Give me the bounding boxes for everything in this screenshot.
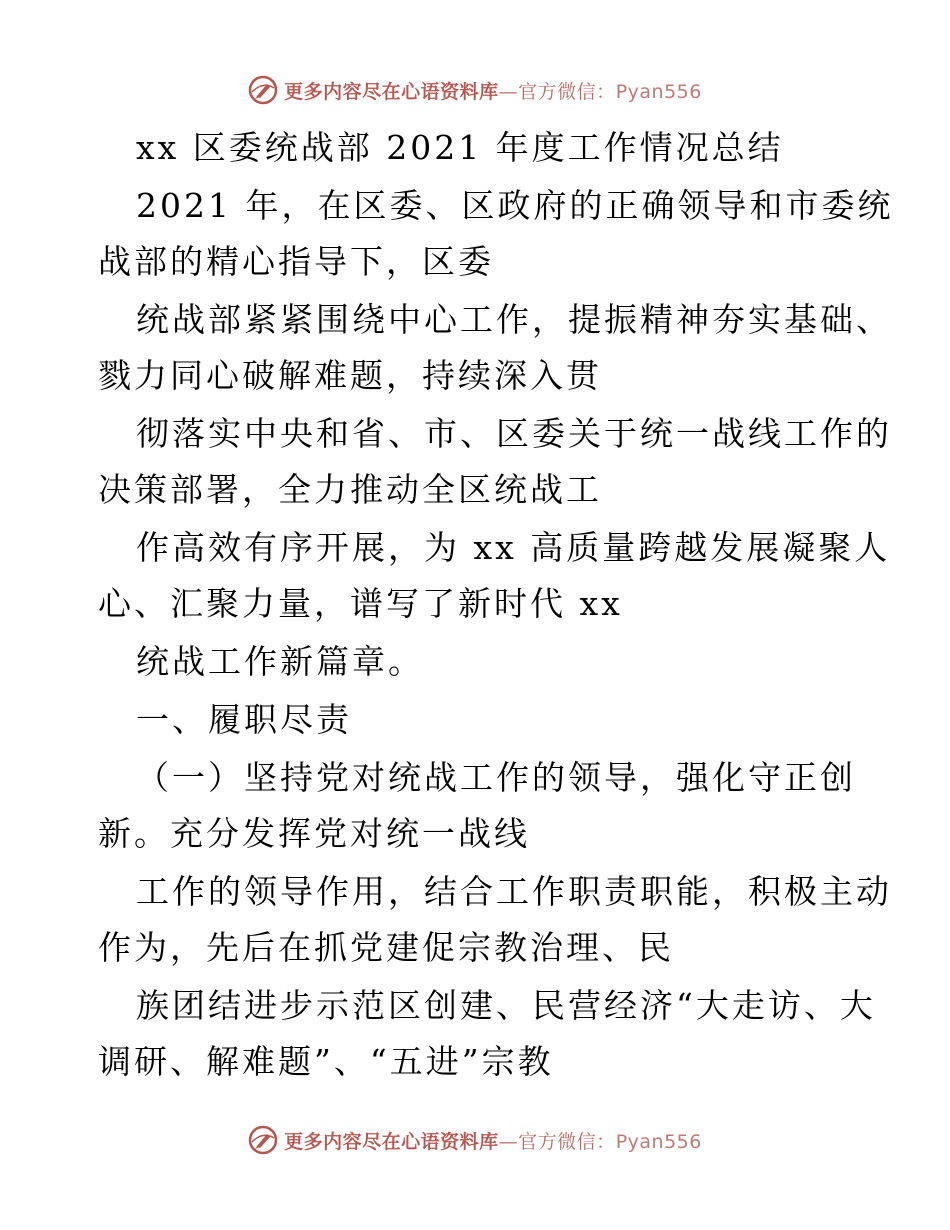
paragraph-line: 战部的精心指导下，区委 (98, 242, 494, 281)
subsection-heading: （一）坚持党对统战工作的领导，强化守正创 (136, 758, 856, 797)
watermark-footer (0, 1122, 950, 1158)
paragraph-line: 心、汇聚力量，谱写了新时代 xx (98, 584, 623, 623)
paragraph-line: 2021 年，在区委、区政府的正确领导和市委统 (136, 186, 894, 225)
paragraph-line: 工作的领导作用，结合工作职责职能，积极主动 (136, 872, 892, 911)
watermark-handle: Pyan556 (615, 80, 702, 103)
watermark-brand: 更多内容尽在心语资料库 (284, 80, 499, 103)
watermark-separator: — (498, 1130, 519, 1153)
paragraph-line: 彻落实中央和省、市、区委关于统一战线工作的 (136, 414, 892, 453)
section-heading: 一、履职尽责 (136, 700, 352, 739)
paragraph-line: 统战部紧紧围绕中心工作，提振精神夯实基础、 (136, 300, 892, 339)
paragraph-line: 决策部署，全力推动全区统战工 (98, 470, 602, 509)
pen-nib-logo-icon (248, 1125, 278, 1155)
watermark-text (284, 1127, 702, 1154)
watermark-account-label: 官方微信： (518, 1130, 616, 1153)
paragraph-line: 统战工作新篇章。 (136, 642, 424, 681)
watermark-text (284, 77, 702, 104)
pen-nib-logo-icon (248, 75, 278, 105)
paragraph-line: 新。充分发挥党对统一战线 (98, 814, 530, 853)
watermark-account-label: 官方微信： (518, 80, 616, 103)
paragraph-line: 作高效有序开展，为 xx 高质量跨越发展凝聚人 (136, 528, 891, 567)
paragraph-line: 调研、解难题”、“五进”宗教 (98, 1042, 554, 1081)
paragraph-line: 作为，先后在抓党建促宗教治理、民 (98, 928, 674, 967)
watermark-handle: Pyan556 (615, 1130, 702, 1153)
watermark-header (0, 72, 950, 108)
document-title: xx 区委统战部 2021 年度工作情况总结 (136, 128, 784, 167)
paragraph-line: 戮力同心破解难题，持续深入贯 (98, 356, 602, 395)
paragraph-line: 族团结进步示范区创建、民营经济“大走访、大 (136, 986, 876, 1025)
watermark-brand: 更多内容尽在心语资料库 (284, 1130, 499, 1153)
watermark-separator: — (498, 80, 519, 103)
